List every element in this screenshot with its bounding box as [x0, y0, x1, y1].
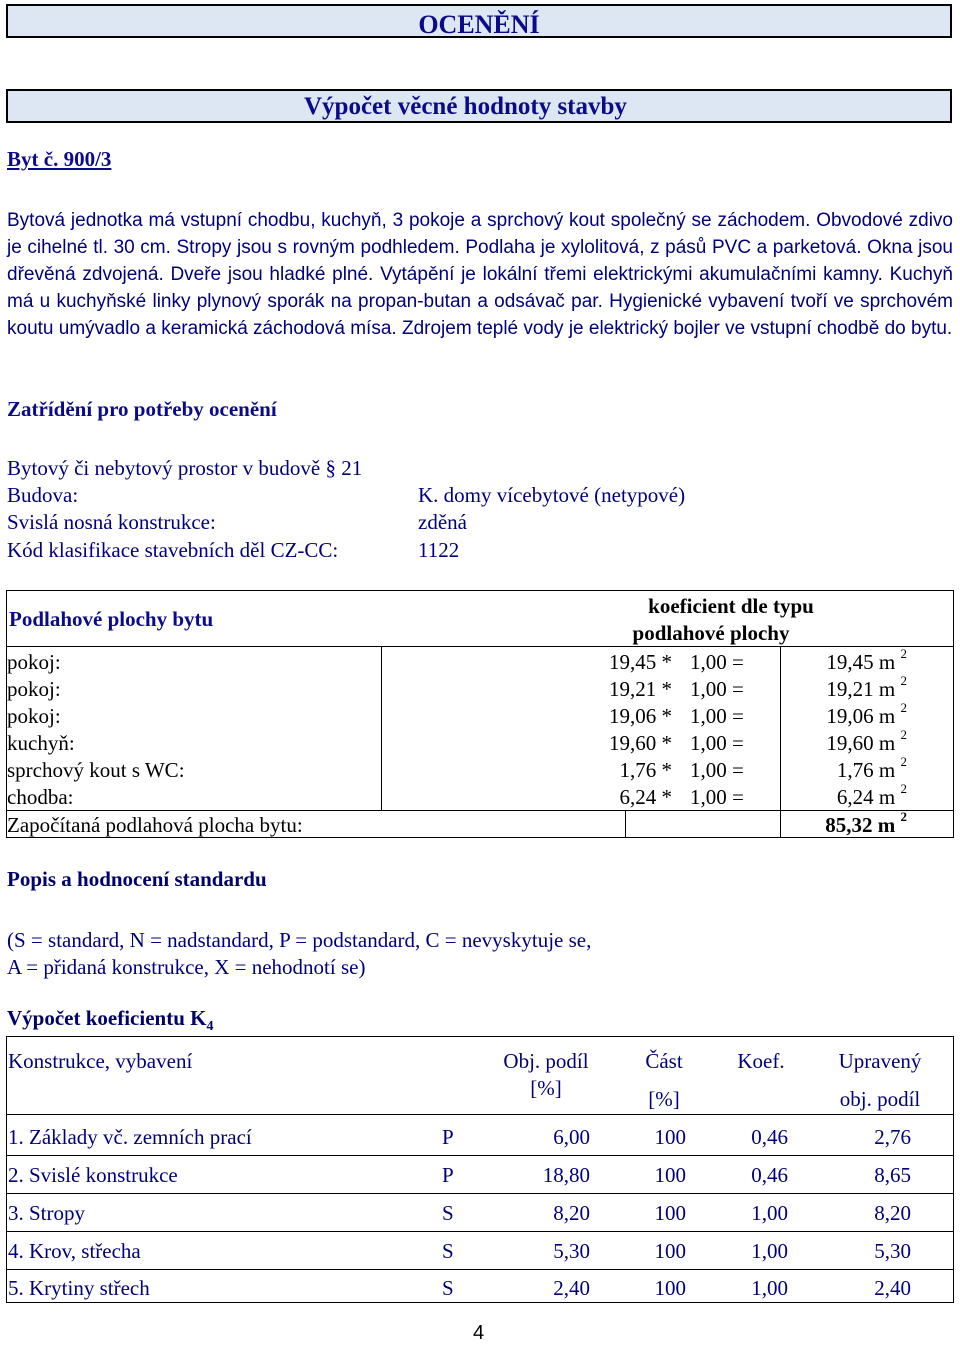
room-label: sprchový kout s WC: [7, 758, 185, 782]
construction-grade: S [442, 1239, 454, 1263]
floor-area-heading: Podlahové plochy bytu [9, 607, 214, 631]
construction-name: 5. Krytiny střech [8, 1276, 150, 1300]
classification-value: 1122 [418, 538, 460, 562]
construction-name: 1. Základy vč. zemních prací [8, 1125, 252, 1149]
section-header [6, 89, 952, 123]
column-header: Konstrukce, vybavení [8, 1049, 193, 1073]
construction-coef: 1,00 [751, 1239, 788, 1263]
coef-heading: koeficient dle typu [648, 594, 814, 618]
construction-part: 100 [654, 1239, 686, 1263]
standard-legend: A = přidaná konstrukce, X = nehodnotí se) [7, 955, 366, 979]
room-area: 6,24 * [619, 785, 672, 809]
construction-adjusted: 2,40 [874, 1276, 911, 1300]
classification-label: Svislá nosná konstrukce: [7, 510, 216, 534]
construction-name: 2. Svislé konstrukce [8, 1163, 178, 1187]
construction-coef: 0,46 [751, 1163, 788, 1187]
room-result: 6,24 m $^2$ [836, 781, 907, 809]
classification-value: K. domy vícebytové (netypové) [418, 483, 686, 507]
room-area: 1,76 * [619, 758, 672, 782]
room-coef: 1,00 = [690, 785, 744, 809]
room-result: 1,76 m $^2$ [836, 754, 907, 782]
room-result: 19,60 m $^2$ [826, 727, 907, 755]
construction-share: 5,30 [553, 1239, 590, 1263]
coef-heading: podlahové plochy [632, 621, 790, 645]
construction-grade: P [442, 1125, 454, 1149]
room-coef: 1,00 = [690, 731, 744, 755]
room-result: 19,45 m $^2$ [826, 646, 907, 674]
construction-coef: 1,00 [751, 1276, 788, 1300]
page-title: OCENĚNÍ [418, 10, 540, 39]
section-title: Výpočet věcné hodnoty stavby [304, 93, 627, 120]
standard-heading: Popis a hodnocení standardu [7, 867, 267, 891]
classification-heading: Zatřídění pro potřeby ocenění [7, 397, 277, 421]
construction-grade: S [442, 1201, 454, 1225]
room-area: 19,06 * [609, 704, 672, 728]
construction-part: 100 [654, 1201, 686, 1225]
construction-adjusted: 2,76 [874, 1125, 911, 1149]
column-header: Obj. podíl [503, 1049, 589, 1073]
room-label: chodba: [7, 785, 74, 809]
column-header: Upravený [838, 1049, 922, 1073]
construction-share: 18,80 [542, 1163, 590, 1187]
room-area: 19,60 * [609, 731, 672, 755]
construction-share: 6,00 [553, 1125, 590, 1149]
total-label: Započítaná podlahová plocha bytu: [7, 813, 303, 837]
room-result: 19,21 m $^2$ [826, 673, 907, 701]
room-area: 19,45 * [609, 650, 672, 674]
column-header: Část [645, 1049, 683, 1073]
construction-share: 8,20 [553, 1201, 590, 1225]
classification-label: Budova: [7, 483, 79, 507]
unit-link[interactable]: Byt č. 900/3 [7, 147, 112, 171]
construction-coef: 1,00 [751, 1201, 788, 1225]
construction-part: 100 [654, 1163, 686, 1187]
column-header: [%] [530, 1076, 562, 1100]
construction-coef: 0,46 [751, 1125, 788, 1149]
room-area: 19,21 * [609, 677, 672, 701]
construction-adjusted: 8,65 [874, 1163, 911, 1187]
construction-grade: S [442, 1276, 454, 1300]
room-label: pokoj: [7, 704, 61, 728]
construction-grade: P [442, 1163, 454, 1187]
classification-label: Kód klasifikace stavebních děl CZ-CC: [7, 538, 339, 562]
space-type-label: Bytový či nebytový prostor v budově § 21 [7, 456, 363, 480]
room-coef: 1,00 = [690, 758, 744, 782]
k4-heading: Výpočet koeficientu $K_4$ [7, 1006, 214, 1035]
room-coef: 1,00 = [690, 650, 744, 674]
classification-value: zděná [418, 510, 467, 534]
column-header: obj. podíl [839, 1087, 921, 1111]
room-label: pokoj: [7, 677, 61, 701]
column-header: Koef. [737, 1049, 785, 1073]
column-header: [%] [648, 1087, 680, 1111]
construction-share: 2,40 [553, 1276, 590, 1300]
description-paragraph: Bytová jednotka má vstupní chodbu, kuchyň, 3 pokoje a sprchový kout společný se záchodem. Obvodové zdivo je cihelné tl. 30 cm. Stropy jsou s rovným podhledem. Podlaha je xylolitová, z pásů PVC a parketová. Okna jsou dřevěná zdvojená. Dveře jsou hladké plné. Vytápění je lokální třemi elektrickými akumulačními kamny. Kuchyň má u kuchyňské linky plynový sporák na propan-butan a odsávač par. Hygienické vybavení tvoří ve sprchovém koutu umývadlo a keramická záchodová mísa. Zdrojem teplé vody je elektrický bojler ve vstupní chodbě do bytu. [7, 210, 953, 339]
total-value: 85,32 m $^2$ [825, 809, 907, 837]
construction-part: 100 [654, 1125, 686, 1149]
room-coef: 1,00 = [690, 677, 744, 701]
room-result: 19,06 m $^2$ [826, 700, 907, 728]
construction-name: 4. Krov, střecha [8, 1239, 141, 1263]
room-label: pokoj: [7, 650, 61, 674]
standard-legend: (S = standard, N = nadstandard, P = podstandard, C = nevyskytuje se, [7, 928, 592, 952]
room-coef: 1,00 = [690, 704, 744, 728]
construction-adjusted: 8,20 [874, 1201, 911, 1225]
construction-name: 3. Stropy [8, 1201, 86, 1225]
header-banner [6, 4, 952, 38]
page-number: 4 [473, 1322, 485, 1344]
construction-adjusted: 5,30 [874, 1239, 911, 1263]
construction-part: 100 [654, 1276, 686, 1300]
room-label: kuchyň: [7, 731, 75, 755]
